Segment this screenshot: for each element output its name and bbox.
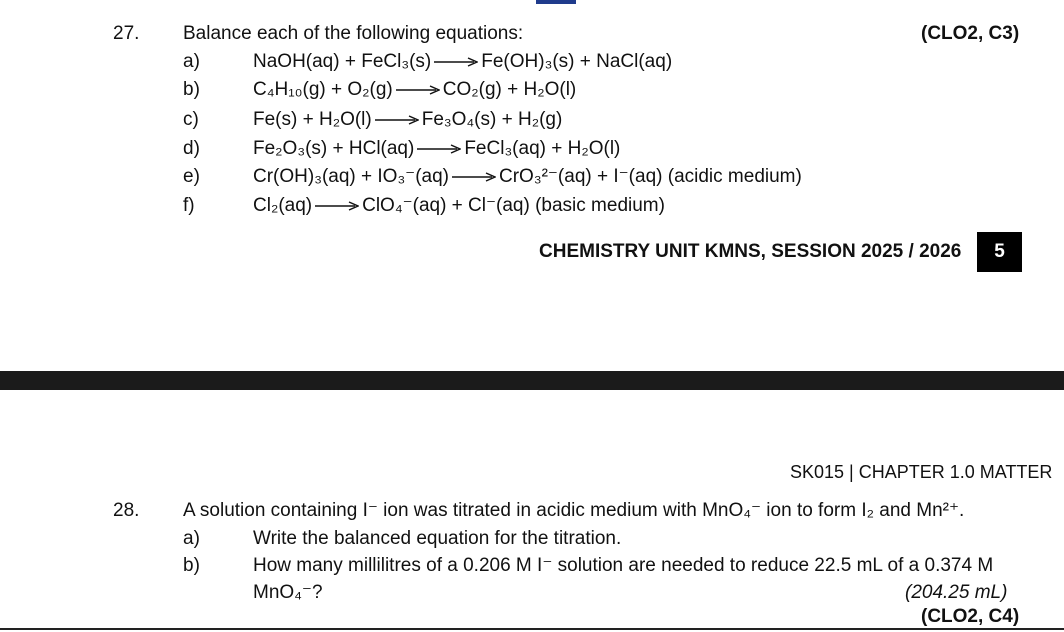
reaction-arrow-icon	[315, 201, 359, 211]
question-28b-text-line2: MnO₄⁻?	[253, 582, 323, 603]
reaction-arrow-icon	[375, 115, 419, 125]
equation-reactants: Cr(OH)₃(aq) + IO₃⁻(aq)	[253, 166, 449, 187]
equation-row	[253, 138, 620, 160]
reaction-arrow-icon	[417, 144, 461, 154]
question-27-instruction: Balance each of the following equations:	[183, 23, 524, 44]
equation-label: e)	[183, 166, 200, 187]
question-27-clo: (CLO2, C3)	[921, 23, 1020, 44]
reaction-arrow-icon	[396, 85, 440, 95]
equation-reactants: Fe₂O₃(s) + HCl(aq)	[253, 138, 415, 159]
reaction-arrow-icon	[434, 57, 478, 67]
equation-row	[253, 51, 672, 73]
equation-label: a)	[183, 51, 200, 72]
top-accent-bar	[536, 0, 576, 4]
question-28a-label: a)	[183, 528, 200, 549]
equation-products: FeCl₃(aq) + H₂O(l)	[464, 138, 621, 159]
equation-row	[253, 79, 576, 101]
equation-products: CrO₃²⁻(aq) + I⁻(aq) (acidic medium)	[499, 166, 802, 187]
question-28a-text: Write the balanced equation for the titration.	[253, 528, 622, 549]
footer-unit-session: CHEMISTRY UNIT KMNS, SESSION 2025 / 2026	[539, 241, 962, 262]
page-number-box	[977, 232, 1022, 272]
equation-row	[253, 195, 665, 217]
question-28-clo: (CLO2, C4)	[921, 606, 1020, 627]
equation-reactants: NaOH(aq) + FeCl₃(s)	[253, 51, 432, 72]
equation-products: CO₂(g) + H₂O(l)	[442, 79, 577, 100]
equation-products: Fe₃O₄(s) + H₂(g)	[421, 109, 563, 130]
bottom-rule	[0, 628, 1064, 630]
equation-label: f)	[183, 195, 195, 216]
question-28b-label: b)	[183, 555, 200, 576]
equation-reactants: Fe(s) + H₂O(l)	[253, 109, 372, 130]
equation-reactants: Cl₂(aq)	[253, 195, 313, 216]
equation-label: c)	[183, 109, 199, 130]
equation-label: d)	[183, 138, 200, 159]
equation-row	[253, 109, 562, 131]
question-28-stem: A solution containing I⁻ ion was titrated in acidic medium with MnO₄⁻ ion to form I₂ and Mn²⁺.	[183, 500, 965, 521]
question-28b-text-line1: How many millilitres of a 0.206 M I⁻ solution are needed to reduce 22.5 mL of a 0.374 M	[253, 555, 994, 576]
equation-products: ClO₄⁻(aq) + Cl⁻(aq) (basic medium)	[362, 195, 665, 216]
equation-reactants: C₄H₁₀(g) + O₂(g)	[253, 79, 393, 100]
reaction-arrow-icon	[452, 172, 496, 182]
equation-row	[253, 166, 802, 188]
equation-label: b)	[183, 79, 200, 100]
page-number: 5	[994, 241, 1005, 262]
question-27-number: 27.	[113, 23, 140, 44]
question-28-number: 28.	[113, 500, 140, 521]
page-divider	[0, 371, 1064, 390]
equation-products: Fe(OH)₃(s) + NaCl(aq)	[481, 51, 673, 72]
chapter-header: SK015 | CHAPTER 1.0 MATTER	[790, 462, 1053, 482]
question-28-answer: (204.25 mL)	[905, 582, 1008, 603]
